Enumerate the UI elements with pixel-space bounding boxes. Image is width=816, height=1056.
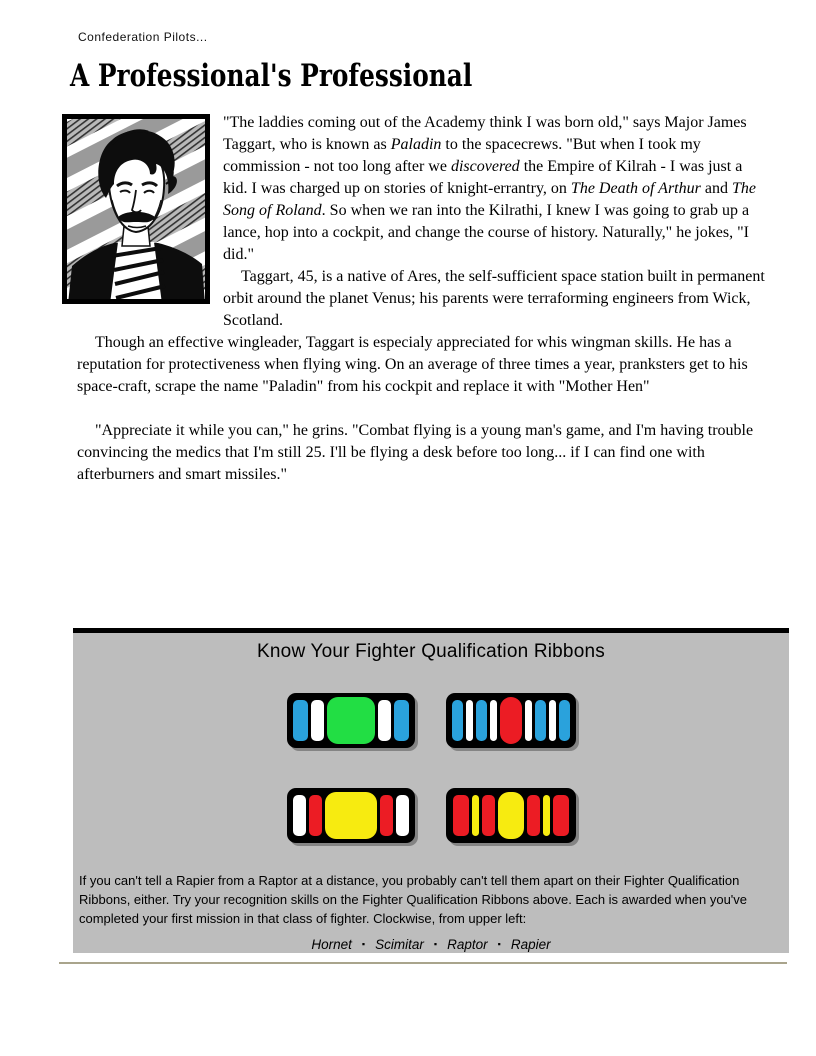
ribbon-stripe-white	[378, 700, 391, 741]
fighter-name: Scimitar	[375, 937, 424, 952]
text-run: "The laddies coming out of the Academy think I was born old," says Major James Taggart, who is known as	[223, 114, 747, 153]
square-bullet-icon: ▪	[497, 939, 501, 949]
ribbon-stripe-red	[309, 795, 322, 836]
fighter-name: Rapier	[510, 937, 551, 952]
ribbon-stripe-red	[482, 795, 495, 836]
square-bullet-icon: ▪	[433, 939, 438, 949]
page-title-text: A Professional's Professional	[70, 58, 473, 94]
ribbon-stripe-white	[549, 700, 556, 741]
italic-text-run: The Death of Arthur	[570, 180, 701, 197]
ribbon-stripe-blue	[394, 700, 409, 741]
ribbon-stripe-red	[380, 795, 393, 836]
text-run: and	[700, 180, 732, 197]
section-kicker: Confederation Pilots...	[78, 30, 208, 44]
ribbon-stripe-yellow	[543, 795, 550, 836]
text-run: "Appreciate it while you can," he grins. "Combat flying is a young man's game, and I'm having trouble convincing the medics that I'm still 25. I'll be flying a desk before too long... if I can find one with afterburners and smart missiles."	[77, 422, 754, 483]
bottom-rule	[59, 962, 787, 965]
ribbon-stripe-blue	[559, 700, 570, 741]
fighter-name: Raptor	[447, 937, 488, 952]
ribbon-stripe-white	[525, 700, 532, 741]
text-run: Taggart, 45, is a native of Ares, the self-sufficient space station built in permanent orbit around the planet Venus; his parents were terraforming engineers from Wick, Scotland.	[223, 268, 765, 329]
text-run: the Empire of Kilrah - I was just a kid. I was charged up on stories of knight-errantry, on	[223, 158, 743, 197]
ribbon-caption: If you can't tell a Rapier from a Raptor at a distance, you probably can't tell them apart on their Fighter Qualification Ribbons, either. Try your recognition skills on the Fighter Qualification Ribbons above. Each is awarded when you've completed your first mission in that class of fighter. Clockwise, from upper left:	[79, 873, 748, 926]
italic-text-run: The Song of Roland	[223, 180, 756, 219]
ribbon-box	[73, 628, 789, 953]
text-run: . So when we ran into the Kilrathi, I knew I was going to grab up a lance, hop into a cockpit, and change the course of history. Naturally," he jokes, "I did."	[223, 202, 750, 263]
italic-text-run: discovered	[450, 158, 520, 175]
ribbon-stripe-yellow	[325, 792, 377, 839]
ribbon-stripe-white	[490, 700, 497, 741]
ribbon-stripe-blue	[535, 700, 546, 741]
ribbon-stripe-red	[453, 795, 469, 836]
text-run: to the spacecrews. "But when I took my commission - not too long after we	[223, 136, 701, 175]
ribbon-stripe-white	[396, 795, 409, 836]
fighter-names	[73, 937, 789, 952]
ribbon-hornet	[287, 693, 415, 748]
portrait-illustration	[62, 114, 210, 304]
ribbon-stripe-blue	[452, 700, 463, 741]
ribbon-stripe-white	[466, 700, 473, 741]
square-bullet-icon: ▪	[361, 939, 366, 949]
ribbon-box-title: Know Your Fighter Qualification Ribbons	[257, 641, 605, 662]
article-body	[77, 112, 767, 486]
ribbon-stripe-white	[293, 795, 306, 836]
ribbon-raptor	[446, 788, 576, 843]
ribbon-stripe-green	[327, 697, 375, 744]
text-run: Though an effective wingleader, Taggart is especialy appreciated for whis wingman skills. He has a reputation for protectiveness when flying wing. On an average of three times a year, pranksters get to his space-craft, scrape the name "Paladin" from his cockpit and replace it with "Mother Hen"	[77, 334, 748, 395]
italic-text-run: Paladin	[390, 136, 442, 153]
ribbon-stripe-red	[553, 795, 569, 836]
ribbon-stripe-blue	[293, 700, 308, 741]
ribbon-scimitar	[446, 693, 576, 748]
article-paragraph-3	[77, 332, 767, 398]
fighter-name: Hornet	[311, 937, 352, 952]
page-title	[70, 58, 573, 94]
ribbon-stripe-white	[311, 700, 324, 741]
ribbon-stripe-blue	[476, 700, 487, 741]
article-paragraph-4	[77, 420, 767, 486]
ribbon-stripe-red	[527, 795, 540, 836]
ribbon-stripe-yellow	[498, 792, 524, 839]
ribbon-stripe-yellow	[472, 795, 479, 836]
ribbon-stripe-red	[500, 697, 522, 744]
paladin-portrait	[62, 114, 210, 304]
ribbon-grid	[73, 693, 789, 843]
ribbon-rapier	[287, 788, 415, 843]
